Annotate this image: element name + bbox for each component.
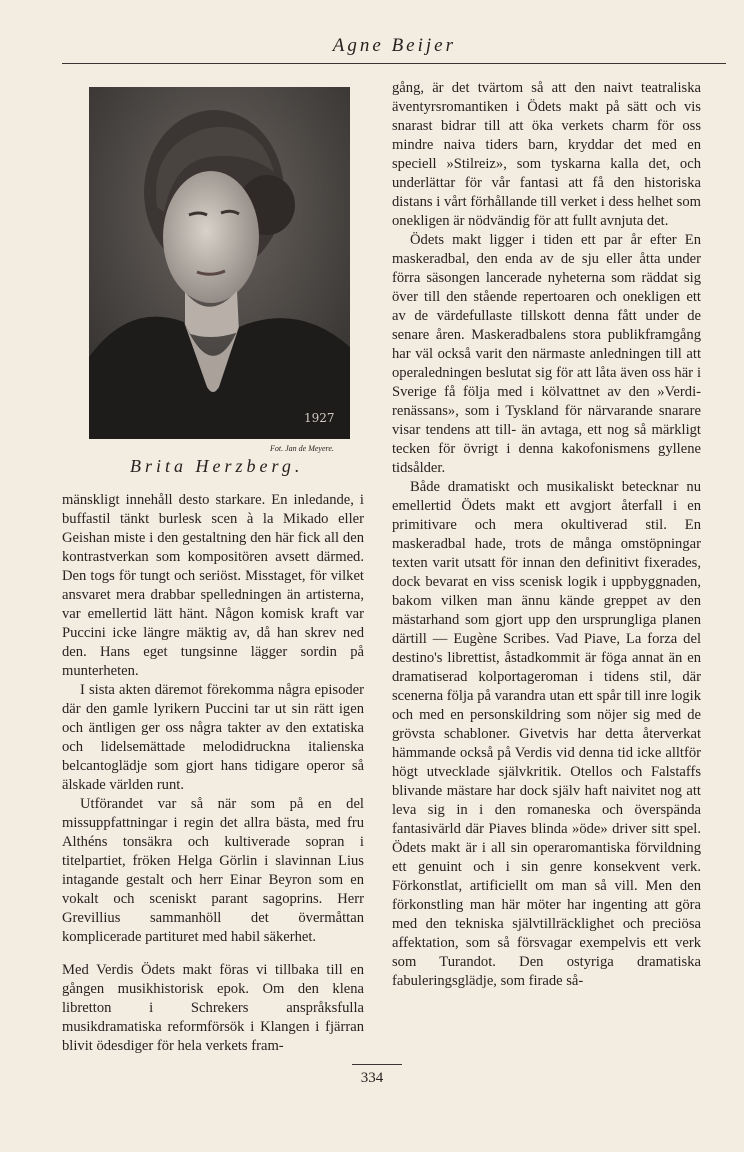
page-number-text: 334	[360, 1070, 384, 1086]
left-paragraph-2: I sista akten däremot förekomma några episoder där den gamle lyrikern Puccini tar ut sin rätt igen och äntligen ger oss några takter av den extatiska och lidelsemättade melodidruckna italienska belcantoglädje som gjort hans tidigare operor så älskade världen runt.	[62, 682, 364, 793]
right-column	[392, 79, 701, 991]
header-rule	[62, 63, 726, 64]
left-column	[62, 491, 364, 1056]
left-paragraph-4: Med Verdis Ödets makt föras vi tillbaka till en gången musikhistorisk epok. Om den klena libretton i Schrekers anspråksfulla musikdramatiska reformförsök i Klangen i fjärran blivit ödesdiger för hela verkets fram-	[62, 962, 364, 1054]
right-paragraph-3: Både dramatiskt och musikaliskt betecknar nu emellertid Ödets makt ett avgjort återfall i en primitivare och mera okultiverad stil. En maskeradbal hade, trots de många omstöpningar texten varit utsatt för innan den definitivt fixerades, dock bevarat en viss scenisk logik i uppbyggnaden, bakom vilken man ännu kände greppet av den mästarhand som gjort upp den ursprungliga planen därtill — Eugène Scribes. Vad Piave, La forza del destino's librettist, åstadkommit är föga annat än en dramatiserad kolportageroman i tidens stil, där scenerna följa på varandra utan ett spår till inre logik och med en personskildring som nöjer sig med de grövsta schabloner. Givetvis har detta återverkat hämmande också på Verdis vid denna tid icke alltför högt utvecklade självkritik. Otellos och Falstaffs blivande mästare har dock själv haft naivitet nog att leva sig in i den romaneska och överspända fantasivärld där Piaves blinda »öde» driver sitt spel. Ödets makt är i all sin operaromantiska förvildning ett genuint och i sin genre konsekvent verk. Förkonstlat, artificiellt om man så vill. Men den förkonstling man här möter har ingenting att göra med den tekniska självtillräcklighet och preciösa affektation, som så försvagar exempelvis ett verk som Turandot. Den ostyriga dramatiska fabuleringsglädje, som firade så-	[392, 479, 701, 989]
left-paragraph-3: Utförandet var så när som på en del missuppfattningar i regin det allra bästa, med fru Althéns tonsäkra och kultiverade sopran i titelpartiet, fröken Helga Görlin i slavinnan Lius intagande gestalt och herr Einar Beyron som en vokalt och sceniskt parant sagoprins. Herr Grevillius sammanhöll det övermåttan komplicerade partituret med habil säkerhet.	[62, 796, 364, 945]
right-paragraph-2: Ödets makt ligger i tiden ett par år efter En maskeradbal, den enda av de sju eller åtta under förra säsongen lancerade nyheterna som räddat sig över till den stående repertoaren och onekligen ett av de värdefullaste tillskott denna fått under de senare åren. Maskeradbalens stora publikframgång har väl också varit den närmaste anledningen till att operaledningen beslutat sig för att låta även oss här i Sverige få följa med i kölvattnet av den »Verdi-renässans», som i Tyskland för närvarande snarare visar tendens att till- än avtaga, ett nog så märkligt tecken för övrigt i denna kakofonismens gyllene tidsålder.	[392, 232, 701, 476]
photo-credit: Fot. Jan de Meyere.	[270, 444, 334, 453]
running-header-author: Agne Beijer	[332, 35, 456, 56]
portrait-image	[89, 87, 350, 439]
page-number	[0, 1070, 744, 1087]
portrait-photo	[89, 87, 350, 439]
right-paragraph-1: gång, är det tvärtom så att den naivt teatraliska äventyrsromantiken i Ödets makt på sätt och vis snarast bidrar till att öka verkets charm för oss mindre naiva tiders barn, kryddar det med en speciell »Stilreiz», som tyskarna kalla det, och underlättar för vår fantasi att få den historiska distans i vårt förhållande till verket i dess helhet som onekligen är nödvändig för att fullt avnjuta det.	[392, 80, 701, 229]
left-paragraph-1: mänskligt innehåll desto starkare. En inledande, i buffastil tänkt burlesk scen à la Mikado eller Geishan miste i den gestaltning den här fick all den kontrastverkan som kompositören avsett därmed. Den togs för tungt och seriöst. Misstaget, för vilket ansvaret mera drabbar spelledningen än artisterna, var emellertid lätt hänt. Någon komisk kraft var Puccini icke längre mäktig av, då han skrev ned den. Hans eget tungsinne lägger sordin på munterheten.	[62, 492, 364, 679]
page-number-rule	[352, 1064, 402, 1065]
running-header	[62, 32, 726, 60]
photo-caption: Brita Herzberg.	[130, 456, 304, 476]
photo-monogram: 1927	[304, 411, 335, 425]
